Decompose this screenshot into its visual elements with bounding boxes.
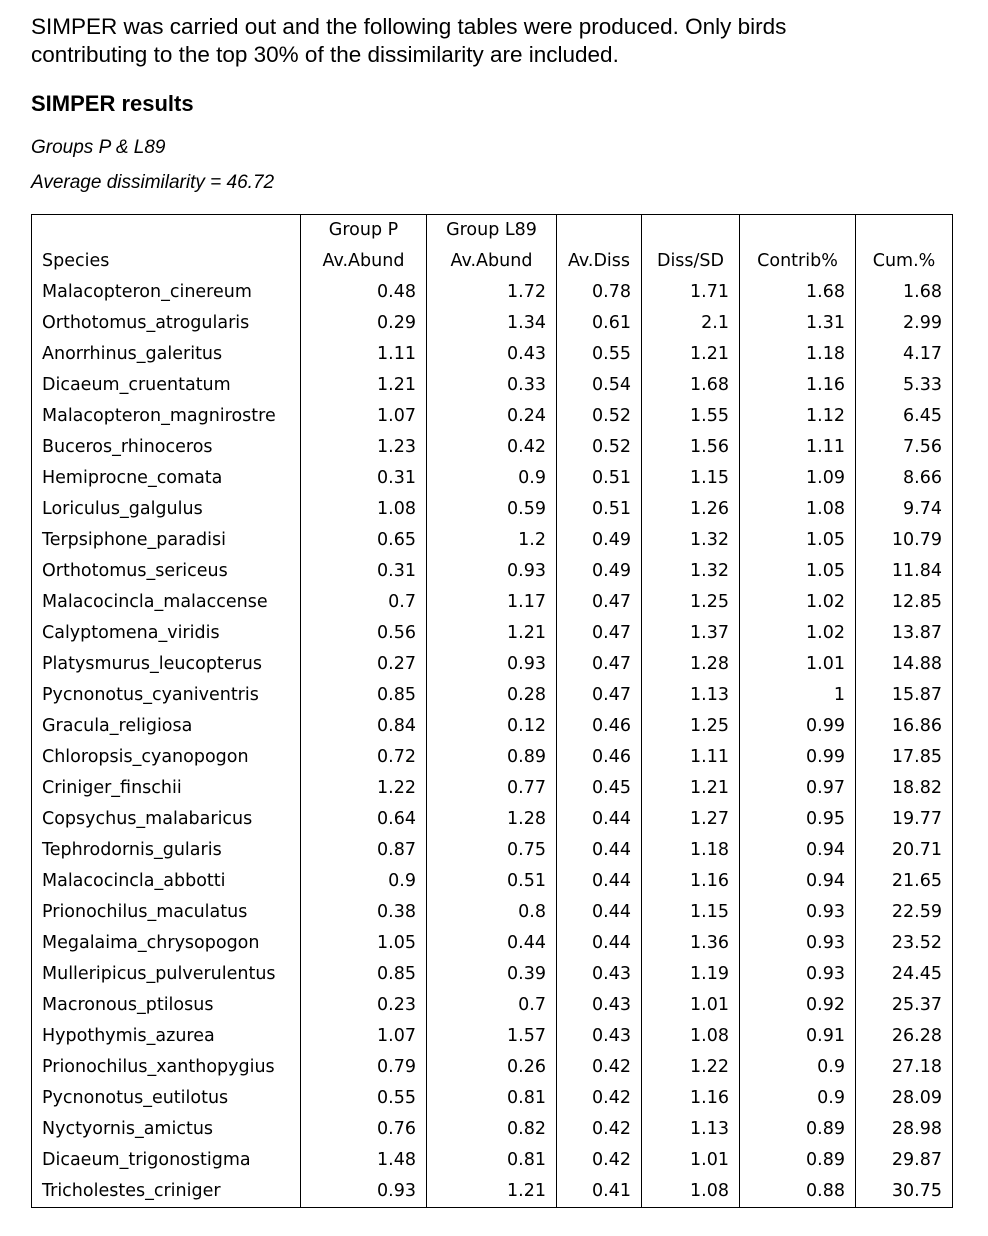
cell-av-diss: 0.44 <box>557 897 642 928</box>
cell-diss-sd: 1.16 <box>642 866 740 897</box>
cell-cum-pct: 13.87 <box>856 618 953 649</box>
cell-cum-pct: 5.33 <box>856 370 953 401</box>
cell-contrib-pct: 0.97 <box>740 773 856 804</box>
cell-av-diss: 0.43 <box>557 959 642 990</box>
cell-av-diss: 0.49 <box>557 525 642 556</box>
cell-cum-pct: 26.28 <box>856 1021 953 1052</box>
cell-diss-sd: 1.22 <box>642 1052 740 1083</box>
cell-group-l89-av-abund: 0.33 <box>427 370 557 401</box>
cell-diss-sd: 1.56 <box>642 432 740 463</box>
intro-paragraph <box>31 13 931 69</box>
cell-species: Buceros_rhinoceros <box>32 432 301 463</box>
cell-group-l89-av-abund: 0.39 <box>427 959 557 990</box>
cell-contrib-pct: 1.08 <box>740 494 856 525</box>
cell-cum-pct: 4.17 <box>856 339 953 370</box>
cell-species: Prionochilus_xanthopygius <box>32 1052 301 1083</box>
cell-cum-pct: 23.52 <box>856 928 953 959</box>
cell-species: Anorrhinus_galeritus <box>32 339 301 370</box>
cell-cum-pct: 1.68 <box>856 277 953 308</box>
cell-diss-sd: 1.25 <box>642 711 740 742</box>
cell-cum-pct: 24.45 <box>856 959 953 990</box>
cell-group-p-av-abund: 1.08 <box>301 494 427 525</box>
cell-diss-sd: 1.18 <box>642 835 740 866</box>
cell-diss-sd: 1.27 <box>642 804 740 835</box>
cell-diss-sd: 1.26 <box>642 494 740 525</box>
cell-av-diss: 0.52 <box>557 432 642 463</box>
cell-species: Pycnonotus_eutilotus <box>32 1083 301 1114</box>
cell-species: Malacocincla_abbotti <box>32 866 301 897</box>
cell-group-l89-av-abund: 1.28 <box>427 804 557 835</box>
cell-group-p-av-abund: 0.38 <box>301 897 427 928</box>
cell-diss-sd: 2.1 <box>642 308 740 339</box>
cell-contrib-pct: 1.02 <box>740 618 856 649</box>
cell-diss-sd: 1.11 <box>642 742 740 773</box>
table-row <box>32 928 953 959</box>
cell-species: Gracula_religiosa <box>32 711 301 742</box>
cell-group-l89-av-abund: 0.7 <box>427 990 557 1021</box>
cell-group-p-av-abund: 1.48 <box>301 1145 427 1176</box>
header-group-l89-av-abund: Group L89 <box>427 215 557 247</box>
cell-av-diss: 0.43 <box>557 990 642 1021</box>
intro-line-1: SIMPER was carried out and the following tables were produced. Only birds <box>31 14 787 39</box>
cell-group-l89-av-abund: 0.8 <box>427 897 557 928</box>
table-row <box>32 835 953 866</box>
cell-group-l89-av-abund: 0.24 <box>427 401 557 432</box>
cell-cum-pct: 19.77 <box>856 804 953 835</box>
cell-species: Terpsiphone_paradisi <box>32 525 301 556</box>
cell-av-diss: 0.44 <box>557 866 642 897</box>
cell-cum-pct: 27.18 <box>856 1052 953 1083</box>
cell-av-diss: 0.54 <box>557 370 642 401</box>
cell-group-p-av-abund: 0.65 <box>301 525 427 556</box>
cell-species: Copsychus_malabaricus <box>32 804 301 835</box>
cell-av-diss: 0.46 <box>557 742 642 773</box>
cell-group-p-av-abund: 0.84 <box>301 711 427 742</box>
cell-group-p-av-abund: 0.79 <box>301 1052 427 1083</box>
cell-species: Tephrodornis_gularis <box>32 835 301 866</box>
table-row <box>32 959 953 990</box>
cell-group-p-av-abund: 0.9 <box>301 866 427 897</box>
table-row <box>32 1083 953 1114</box>
cell-diss-sd: 1.68 <box>642 370 740 401</box>
cell-species: Prionochilus_maculatus <box>32 897 301 928</box>
cell-group-l89-av-abund: 0.81 <box>427 1145 557 1176</box>
table-row <box>32 804 953 835</box>
groups-label: Groups P & L89 <box>31 137 166 158</box>
table-row <box>32 401 953 432</box>
cell-av-diss: 0.47 <box>557 649 642 680</box>
cell-contrib-pct: 1.31 <box>740 308 856 339</box>
table-row <box>32 587 953 618</box>
cell-cum-pct: 9.74 <box>856 494 953 525</box>
table-header-row <box>32 215 953 247</box>
cell-group-p-av-abund: 0.64 <box>301 804 427 835</box>
cell-av-diss: 0.49 <box>557 556 642 587</box>
cell-contrib-pct: 0.88 <box>740 1176 856 1208</box>
cell-group-l89-av-abund: 0.77 <box>427 773 557 804</box>
table-row <box>32 897 953 928</box>
cell-cum-pct: 28.98 <box>856 1114 953 1145</box>
cell-contrib-pct: 1.68 <box>740 277 856 308</box>
cell-diss-sd: 1.13 <box>642 1114 740 1145</box>
cell-group-p-av-abund: 0.23 <box>301 990 427 1021</box>
table-row <box>32 742 953 773</box>
table-row <box>32 463 953 494</box>
header-av-diss <box>557 215 642 247</box>
cell-diss-sd: 1.01 <box>642 990 740 1021</box>
cell-species: Dicaeum_trigonostigma <box>32 1145 301 1176</box>
cell-av-diss: 0.41 <box>557 1176 642 1208</box>
cell-contrib-pct: 0.94 <box>740 866 856 897</box>
table-row <box>32 618 953 649</box>
cell-group-l89-av-abund: 1.57 <box>427 1021 557 1052</box>
cell-contrib-pct: 0.99 <box>740 742 856 773</box>
cell-diss-sd: 1.21 <box>642 773 740 804</box>
cell-diss-sd: 1.13 <box>642 680 740 711</box>
cell-av-diss: 0.52 <box>557 401 642 432</box>
cell-diss-sd: 1.32 <box>642 556 740 587</box>
cell-av-diss: 0.51 <box>557 494 642 525</box>
table-row <box>32 990 953 1021</box>
cell-group-l89-av-abund: 0.93 <box>427 649 557 680</box>
cell-group-l89-av-abund: 0.28 <box>427 680 557 711</box>
cell-group-p-av-abund: 0.31 <box>301 463 427 494</box>
cell-group-l89-av-abund: 0.12 <box>427 711 557 742</box>
table-row <box>32 866 953 897</box>
cell-species: Tricholestes_criniger <box>32 1176 301 1208</box>
table-row <box>32 1145 953 1176</box>
intro-line-2: contributing to the top 30% of the dissimilarity are included. <box>31 42 619 67</box>
cell-contrib-pct: 0.94 <box>740 835 856 866</box>
cell-cum-pct: 18.82 <box>856 773 953 804</box>
cell-group-p-av-abund: 0.29 <box>301 308 427 339</box>
table-row <box>32 432 953 463</box>
simper-table <box>31 214 953 1208</box>
cell-diss-sd: 1.01 <box>642 1145 740 1176</box>
cell-species: Dicaeum_cruentatum <box>32 370 301 401</box>
cell-species: Malacopteron_cinereum <box>32 277 301 308</box>
cell-group-p-av-abund: 1.07 <box>301 1021 427 1052</box>
table-row <box>32 308 953 339</box>
cell-contrib-pct: 1 <box>740 680 856 711</box>
cell-species: Loriculus_galgulus <box>32 494 301 525</box>
table-row <box>32 339 953 370</box>
cell-group-p-av-abund: 1.22 <box>301 773 427 804</box>
cell-group-l89-av-abund: 0.51 <box>427 866 557 897</box>
cell-av-diss: 0.45 <box>557 773 642 804</box>
cell-cum-pct: 8.66 <box>856 463 953 494</box>
average-dissimilarity: Average dissimilarity = 46.72 <box>31 172 275 193</box>
cell-cum-pct: 2.99 <box>856 308 953 339</box>
cell-group-l89-av-abund: 1.21 <box>427 1176 557 1208</box>
header-diss-sd <box>642 215 740 247</box>
table-row <box>32 1021 953 1052</box>
cell-group-l89-av-abund: 1.34 <box>427 308 557 339</box>
cell-diss-sd: 1.08 <box>642 1021 740 1052</box>
cell-group-p-av-abund: 0.31 <box>301 556 427 587</box>
cell-diss-sd: 1.21 <box>642 339 740 370</box>
cell-group-p-av-abund: 0.55 <box>301 1083 427 1114</box>
cell-av-diss: 0.44 <box>557 804 642 835</box>
cell-group-p-av-abund: 1.05 <box>301 928 427 959</box>
cell-species: Calyptomena_viridis <box>32 618 301 649</box>
cell-av-diss: 0.42 <box>557 1114 642 1145</box>
cell-group-l89-av-abund: 0.93 <box>427 556 557 587</box>
header-group-l89-av-abund: Av.Abund <box>427 246 557 277</box>
simper-table-body <box>32 215 953 1208</box>
cell-cum-pct: 14.88 <box>856 649 953 680</box>
cell-diss-sd: 1.37 <box>642 618 740 649</box>
cell-contrib-pct: 1.18 <box>740 339 856 370</box>
cell-contrib-pct: 0.91 <box>740 1021 856 1052</box>
cell-contrib-pct: 1.11 <box>740 432 856 463</box>
cell-contrib-pct: 0.89 <box>740 1145 856 1176</box>
cell-contrib-pct: 0.93 <box>740 959 856 990</box>
table-row <box>32 1176 953 1208</box>
cell-species: Pycnonotus_cyaniventris <box>32 680 301 711</box>
cell-av-diss: 0.61 <box>557 308 642 339</box>
header-species <box>32 215 301 247</box>
table-row <box>32 556 953 587</box>
cell-group-l89-av-abund: 0.59 <box>427 494 557 525</box>
cell-av-diss: 0.44 <box>557 928 642 959</box>
cell-group-l89-av-abund: 0.75 <box>427 835 557 866</box>
cell-av-diss: 0.55 <box>557 339 642 370</box>
cell-species: Mulleripicus_pulverulentus <box>32 959 301 990</box>
cell-group-l89-av-abund: 0.42 <box>427 432 557 463</box>
cell-contrib-pct: 0.9 <box>740 1083 856 1114</box>
cell-diss-sd: 1.19 <box>642 959 740 990</box>
cell-group-l89-av-abund: 1.2 <box>427 525 557 556</box>
table-row <box>32 711 953 742</box>
table-row <box>32 494 953 525</box>
cell-species: Malacopteron_magnirostre <box>32 401 301 432</box>
cell-cum-pct: 25.37 <box>856 990 953 1021</box>
cell-group-l89-av-abund: 0.81 <box>427 1083 557 1114</box>
header-cum-pct <box>856 215 953 247</box>
cell-group-p-av-abund: 0.56 <box>301 618 427 649</box>
cell-species: Hemiprocne_comata <box>32 463 301 494</box>
cell-cum-pct: 15.87 <box>856 680 953 711</box>
table-row <box>32 370 953 401</box>
table-row <box>32 1052 953 1083</box>
table-row <box>32 277 953 308</box>
cell-group-p-av-abund: 1.11 <box>301 339 427 370</box>
cell-contrib-pct: 0.95 <box>740 804 856 835</box>
cell-av-diss: 0.47 <box>557 618 642 649</box>
cell-contrib-pct: 0.93 <box>740 897 856 928</box>
cell-contrib-pct: 1.01 <box>740 649 856 680</box>
cell-contrib-pct: 1.16 <box>740 370 856 401</box>
cell-group-l89-av-abund: 0.82 <box>427 1114 557 1145</box>
cell-group-p-av-abund: 0.85 <box>301 959 427 990</box>
cell-group-l89-av-abund: 1.17 <box>427 587 557 618</box>
cell-cum-pct: 6.45 <box>856 401 953 432</box>
cell-species: Platysmurus_leucopterus <box>32 649 301 680</box>
cell-cum-pct: 21.65 <box>856 866 953 897</box>
cell-species: Megalaima_chrysopogon <box>32 928 301 959</box>
cell-cum-pct: 12.85 <box>856 587 953 618</box>
cell-group-l89-av-abund: 0.43 <box>427 339 557 370</box>
cell-group-p-av-abund: 0.72 <box>301 742 427 773</box>
cell-group-p-av-abund: 0.27 <box>301 649 427 680</box>
header-species: Species <box>32 246 301 277</box>
cell-contrib-pct: 1.05 <box>740 525 856 556</box>
header-contrib-pct <box>740 215 856 247</box>
cell-group-l89-av-abund: 0.9 <box>427 463 557 494</box>
cell-diss-sd: 1.36 <box>642 928 740 959</box>
cell-group-p-av-abund: 0.48 <box>301 277 427 308</box>
cell-contrib-pct: 0.89 <box>740 1114 856 1145</box>
cell-contrib-pct: 0.9 <box>740 1052 856 1083</box>
cell-contrib-pct: 0.99 <box>740 711 856 742</box>
table-row <box>32 525 953 556</box>
cell-contrib-pct: 0.93 <box>740 928 856 959</box>
cell-av-diss: 0.42 <box>557 1052 642 1083</box>
cell-diss-sd: 1.55 <box>642 401 740 432</box>
cell-cum-pct: 29.87 <box>856 1145 953 1176</box>
table-header-row <box>32 246 953 277</box>
cell-av-diss: 0.51 <box>557 463 642 494</box>
table-row <box>32 1114 953 1145</box>
cell-contrib-pct: 1.02 <box>740 587 856 618</box>
cell-diss-sd: 1.16 <box>642 1083 740 1114</box>
cell-group-p-av-abund: 1.07 <box>301 401 427 432</box>
cell-cum-pct: 17.85 <box>856 742 953 773</box>
header-group-p-av-abund: Group P <box>301 215 427 247</box>
cell-species: Chloropsis_cyanopogon <box>32 742 301 773</box>
table-row <box>32 649 953 680</box>
cell-group-l89-av-abund: 0.89 <box>427 742 557 773</box>
cell-contrib-pct: 1.05 <box>740 556 856 587</box>
header-av-diss: Av.Diss <box>557 246 642 277</box>
table-row <box>32 680 953 711</box>
cell-group-l89-av-abund: 0.26 <box>427 1052 557 1083</box>
cell-diss-sd: 1.25 <box>642 587 740 618</box>
cell-cum-pct: 30.75 <box>856 1176 953 1208</box>
cell-diss-sd: 1.28 <box>642 649 740 680</box>
cell-contrib-pct: 1.09 <box>740 463 856 494</box>
cell-group-p-av-abund: 1.21 <box>301 370 427 401</box>
cell-contrib-pct: 1.12 <box>740 401 856 432</box>
cell-av-diss: 0.42 <box>557 1145 642 1176</box>
cell-av-diss: 0.47 <box>557 680 642 711</box>
cell-species: Orthotomus_sericeus <box>32 556 301 587</box>
cell-species: Hypothymis_azurea <box>32 1021 301 1052</box>
cell-group-p-av-abund: 0.93 <box>301 1176 427 1208</box>
cell-cum-pct: 22.59 <box>856 897 953 928</box>
section-title: SIMPER results <box>31 91 194 116</box>
cell-group-p-av-abund: 1.23 <box>301 432 427 463</box>
header-cum-pct: Cum.% <box>856 246 953 277</box>
cell-av-diss: 0.43 <box>557 1021 642 1052</box>
cell-av-diss: 0.47 <box>557 587 642 618</box>
cell-av-diss: 0.46 <box>557 711 642 742</box>
cell-group-l89-av-abund: 1.21 <box>427 618 557 649</box>
cell-species: Orthotomus_atrogularis <box>32 308 301 339</box>
cell-group-l89-av-abund: 0.44 <box>427 928 557 959</box>
header-diss-sd: Diss/SD <box>642 246 740 277</box>
cell-cum-pct: 11.84 <box>856 556 953 587</box>
cell-group-p-av-abund: 0.7 <box>301 587 427 618</box>
cell-av-diss: 0.78 <box>557 277 642 308</box>
cell-av-diss: 0.42 <box>557 1083 642 1114</box>
cell-species: Criniger_finschii <box>32 773 301 804</box>
header-group-p-av-abund: Av.Abund <box>301 246 427 277</box>
cell-cum-pct: 20.71 <box>856 835 953 866</box>
cell-diss-sd: 1.32 <box>642 525 740 556</box>
cell-cum-pct: 16.86 <box>856 711 953 742</box>
cell-group-p-av-abund: 0.85 <box>301 680 427 711</box>
cell-av-diss: 0.44 <box>557 835 642 866</box>
cell-group-l89-av-abund: 1.72 <box>427 277 557 308</box>
cell-species: Nyctyornis_amictus <box>32 1114 301 1145</box>
cell-diss-sd: 1.71 <box>642 277 740 308</box>
cell-diss-sd: 1.15 <box>642 897 740 928</box>
cell-group-p-av-abund: 0.76 <box>301 1114 427 1145</box>
cell-group-p-av-abund: 0.87 <box>301 835 427 866</box>
header-contrib-pct: Contrib% <box>740 246 856 277</box>
cell-species: Malacocincla_malaccense <box>32 587 301 618</box>
table-row <box>32 773 953 804</box>
cell-diss-sd: 1.15 <box>642 463 740 494</box>
cell-species: Macronous_ptilosus <box>32 990 301 1021</box>
cell-contrib-pct: 0.92 <box>740 990 856 1021</box>
cell-cum-pct: 7.56 <box>856 432 953 463</box>
cell-cum-pct: 10.79 <box>856 525 953 556</box>
cell-cum-pct: 28.09 <box>856 1083 953 1114</box>
cell-diss-sd: 1.08 <box>642 1176 740 1208</box>
